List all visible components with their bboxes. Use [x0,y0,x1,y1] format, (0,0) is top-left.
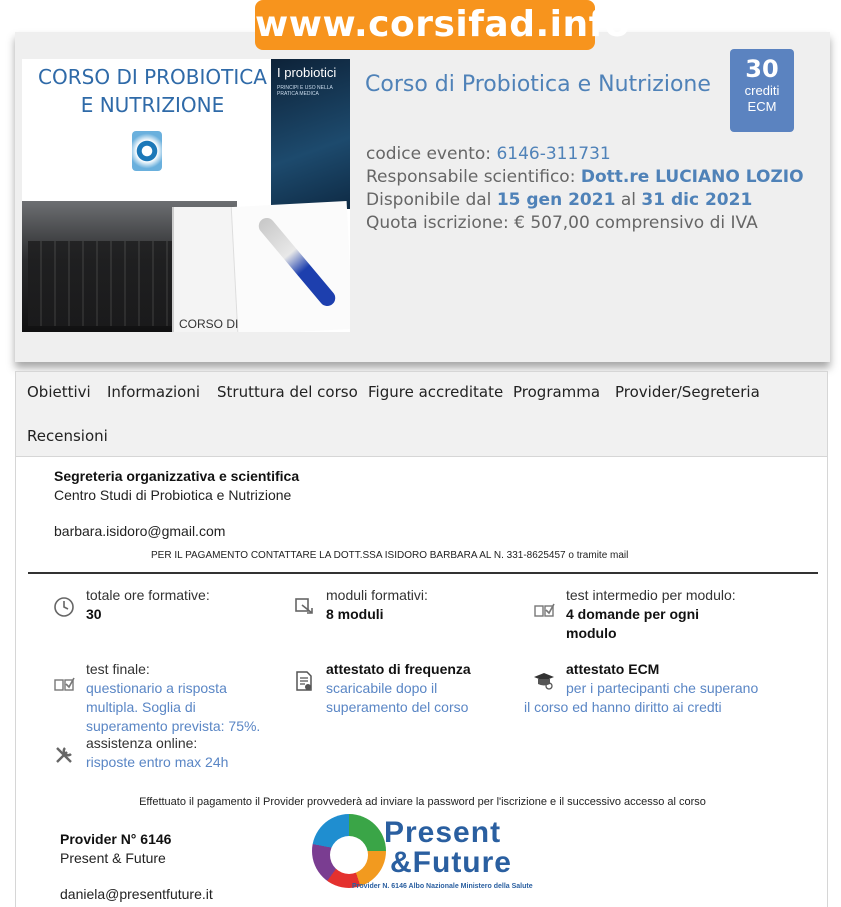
credits-unit: ECM [747,99,777,114]
credits-number: 30 [745,55,779,83]
feature-intermediate-test [566,586,736,643]
responsible-row [366,166,804,189]
tab-obiettivi[interactable]: Obiettivi [27,383,91,401]
course-hero [15,32,830,362]
tools-icon [53,744,75,766]
ecm-cert-text: per i partecipanti che superano il corso ed hanno diritto ai credti [524,680,759,715]
tab-informazioni[interactable]: Informazioni [107,383,200,401]
checklist-icon [53,672,75,694]
hours-label: totale ore formative: [86,587,210,603]
final-test-label: test finale: [86,661,150,677]
event-code-value: 6146-311731 [496,144,611,164]
modules-icon [293,596,315,618]
checklist-icon [533,598,555,620]
event-code-label: codice evento: [366,144,492,164]
logo-text-line2: &Future [390,846,512,879]
tab-bar [15,371,828,457]
tab-programma[interactable]: Programma [513,383,601,401]
availability-row [366,189,804,212]
logo-ring-center [330,836,368,874]
feature-modules [326,586,516,624]
course-info [366,143,804,235]
secretariat-title: Segreteria organizzativa e scientifica [54,468,300,484]
logo-text-line1: Present [384,816,502,849]
credits-badge [730,49,794,132]
fee-row: Quota iscrizione: € 507,00 comprensivo di IVA [366,213,758,233]
feature-attendance-cert [326,660,501,717]
assistance-value: risposte entro max 24h [86,754,229,770]
image-book-title: I probiotici [277,65,337,80]
image-logo-icon [132,131,162,171]
attendance-cert-value: scaricabile dopo il superamento del corso [326,680,469,715]
attendance-cert-label: attestato di frequenza [326,661,471,677]
intermediate-test-value: 4 domande per ogni modulo [566,606,700,641]
provider-title: Provider N° 6146 [60,831,172,847]
modules-label: moduli formativi: [326,587,428,603]
site-url-badge[interactable]: www.corsifad.info [255,0,595,50]
ecm-cert-label: attestato ECM [566,661,660,677]
availability-to: 31 dic 2021 [641,190,753,210]
payment-contact-note: PER IL PAGAMENTO CONTATTARE LA DOTT.SSA ISIDORO BARBARA AL N. 331-8625457 o tramite mail [151,550,629,559]
credits-label: crediti [744,83,780,98]
tab-struttura[interactable]: Struttura del corso [217,383,358,401]
ecm-cert-value [524,679,764,717]
feature-assistance [86,734,286,772]
modules-value: 8 moduli [326,606,384,622]
tab-panel [15,457,828,907]
intermediate-test-label: test intermedio per modulo: [566,587,736,603]
provider-email[interactable]: daniela@presentfuture.it [60,886,213,902]
logo-ring-icon [312,814,386,888]
image-cover-title: CORSO DI PROBIOTICA E NUTRIZIONE [38,65,267,117]
responsible-label: Responsabile scientifico: [366,167,576,187]
image-book [271,59,350,209]
tab-provider[interactable]: Provider/Segreteria [615,383,760,401]
availability-from: 15 gen 2021 [496,190,616,210]
hours-value: 30 [86,606,102,622]
payment-info: Effettuato il pagamento il Provider provvederà ad inviare la password per l'iscrizione e il successivo accesso al corso [139,796,706,808]
clock-icon [53,596,75,618]
tab-figure[interactable]: Figure accreditate [368,383,504,401]
divider [28,572,818,574]
feature-hours [86,586,266,624]
image-book-subtitle: PRINCIPI E USO NELLA PRATICA MEDICA [277,85,333,97]
feature-final-test [86,660,281,736]
availability-label: Disponibile dal [366,190,492,210]
course-image [22,59,350,332]
availability-mid: al [620,190,636,210]
secretariat-name: Centro Studi di Probiotica e Nutrizione [54,487,292,503]
provider-name: Present & Future [60,850,166,866]
feature-ecm-cert [566,660,766,679]
logo-tagline: Provider N. 6146 Albo Nazionale Ministero della Salute [352,883,533,890]
assistance-label: assistenza online: [86,735,198,751]
tab-recensioni[interactable]: Recensioni [27,427,108,445]
secretariat-email[interactable]: barbara.isidoro@gmail.com [54,523,226,539]
final-test-value: questionario a risposta multipla. Soglia di superamento prevista: 75%. [86,680,261,734]
present-future-logo [312,810,542,895]
certificate-icon [293,670,315,692]
course-title: Corso di Probiotica e Nutrizione [365,72,711,97]
responsible-value: Dott.re LUCIANO LOZIO [580,167,804,187]
event-code-row [366,143,804,166]
image-notebook-text: CORSO DI [179,317,239,331]
